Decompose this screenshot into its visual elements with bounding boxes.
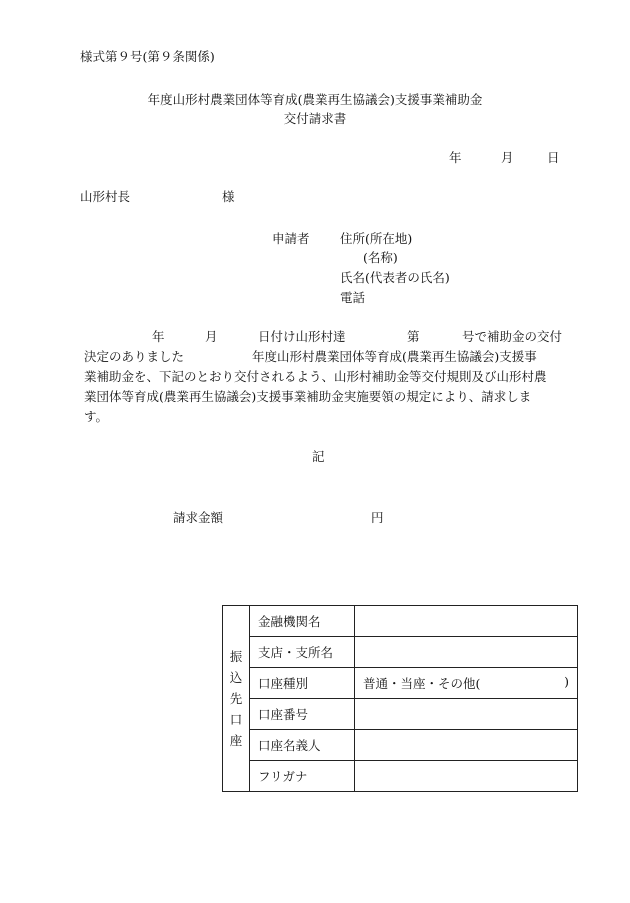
bank-name-label: 金融機関名 bbox=[250, 606, 355, 637]
body-number-prefix: 第 bbox=[407, 329, 420, 344]
branch-name-value[interactable] bbox=[355, 637, 578, 668]
request-body bbox=[80, 327, 563, 427]
body-line-3: 業補助金を、下記のとおり交付されるよう、山形村補助金等交付規則及び山形村農 bbox=[84, 369, 547, 384]
table-row bbox=[223, 606, 578, 637]
table-row bbox=[223, 637, 578, 668]
amount-unit: 円 bbox=[371, 510, 384, 525]
body-date-ref: 日付け山形村達 bbox=[258, 329, 346, 344]
addressee-honorific: 様 bbox=[222, 189, 235, 204]
applicant-rep-name: 氏名(代表者の氏名) bbox=[340, 270, 450, 285]
account-number-label: 口座番号 bbox=[250, 699, 355, 730]
vertical-char: 先 bbox=[229, 690, 243, 706]
account-type-options: 普通・当座・その他( bbox=[363, 676, 481, 691]
document-title: 年度山形村農業団体等育成(農業再生協議会)支援事業補助金 bbox=[147, 92, 483, 107]
applicant-address: 住所(所在地) bbox=[340, 231, 413, 246]
furigana-label: フリガナ bbox=[250, 761, 355, 792]
body-month: 月 bbox=[205, 329, 218, 344]
bank-name-value[interactable] bbox=[355, 606, 578, 637]
body-line-5: す。 bbox=[84, 409, 109, 424]
account-number-value[interactable] bbox=[355, 699, 578, 730]
table-row bbox=[223, 699, 578, 730]
table-row bbox=[223, 761, 578, 792]
body-line-2 bbox=[80, 347, 558, 367]
applicant-phone: 電話 bbox=[340, 290, 366, 305]
body-line2-end: 年度山形村農業団体等育成(農業再生協議会)支援事 bbox=[252, 349, 537, 364]
body-line-1 bbox=[80, 327, 563, 347]
vertical-char: 座 bbox=[229, 732, 243, 748]
applicant-org-name: (名称) bbox=[363, 250, 398, 265]
account-holder-label: 口座名義人 bbox=[250, 730, 355, 761]
account-holder-value[interactable] bbox=[355, 730, 578, 761]
vertical-char: 込 bbox=[229, 669, 243, 685]
date-year: 年 bbox=[449, 150, 462, 165]
date-day: 日 bbox=[547, 150, 560, 165]
account-type-value[interactable] bbox=[355, 668, 578, 699]
vertical-char: 振 bbox=[229, 648, 243, 664]
body-year: 年 bbox=[152, 329, 165, 344]
body-line1-end: 号で補助金の交付 bbox=[462, 329, 563, 344]
bank-transfer-table bbox=[222, 605, 578, 792]
furigana-value[interactable] bbox=[355, 761, 578, 792]
date-month: 月 bbox=[501, 150, 514, 165]
body-line-4: 業団体等育成(農業再生協議会)支援事業補助金実施要領の規定により、請求しま bbox=[84, 389, 532, 404]
account-type-close-paren: ) bbox=[564, 674, 569, 689]
form-number: 様式第９号(第９条関係) bbox=[80, 49, 215, 64]
table-row bbox=[223, 668, 578, 699]
account-type-label: 口座種別 bbox=[250, 668, 355, 699]
branch-name-label: 支店・支所名 bbox=[250, 637, 355, 668]
vertical-char: 口 bbox=[229, 711, 243, 727]
document-subtitle: 交付請求書 bbox=[283, 111, 347, 126]
transfer-account-header bbox=[223, 606, 250, 792]
amount-label: 請求金額 bbox=[173, 510, 224, 525]
applicant-label: 申請者 bbox=[272, 231, 310, 246]
addressee-name: 山形村長 bbox=[80, 189, 131, 204]
ki-heading: 記 bbox=[312, 449, 325, 464]
table-row bbox=[223, 730, 578, 761]
body-line2-start: 決定のありました bbox=[84, 349, 185, 364]
